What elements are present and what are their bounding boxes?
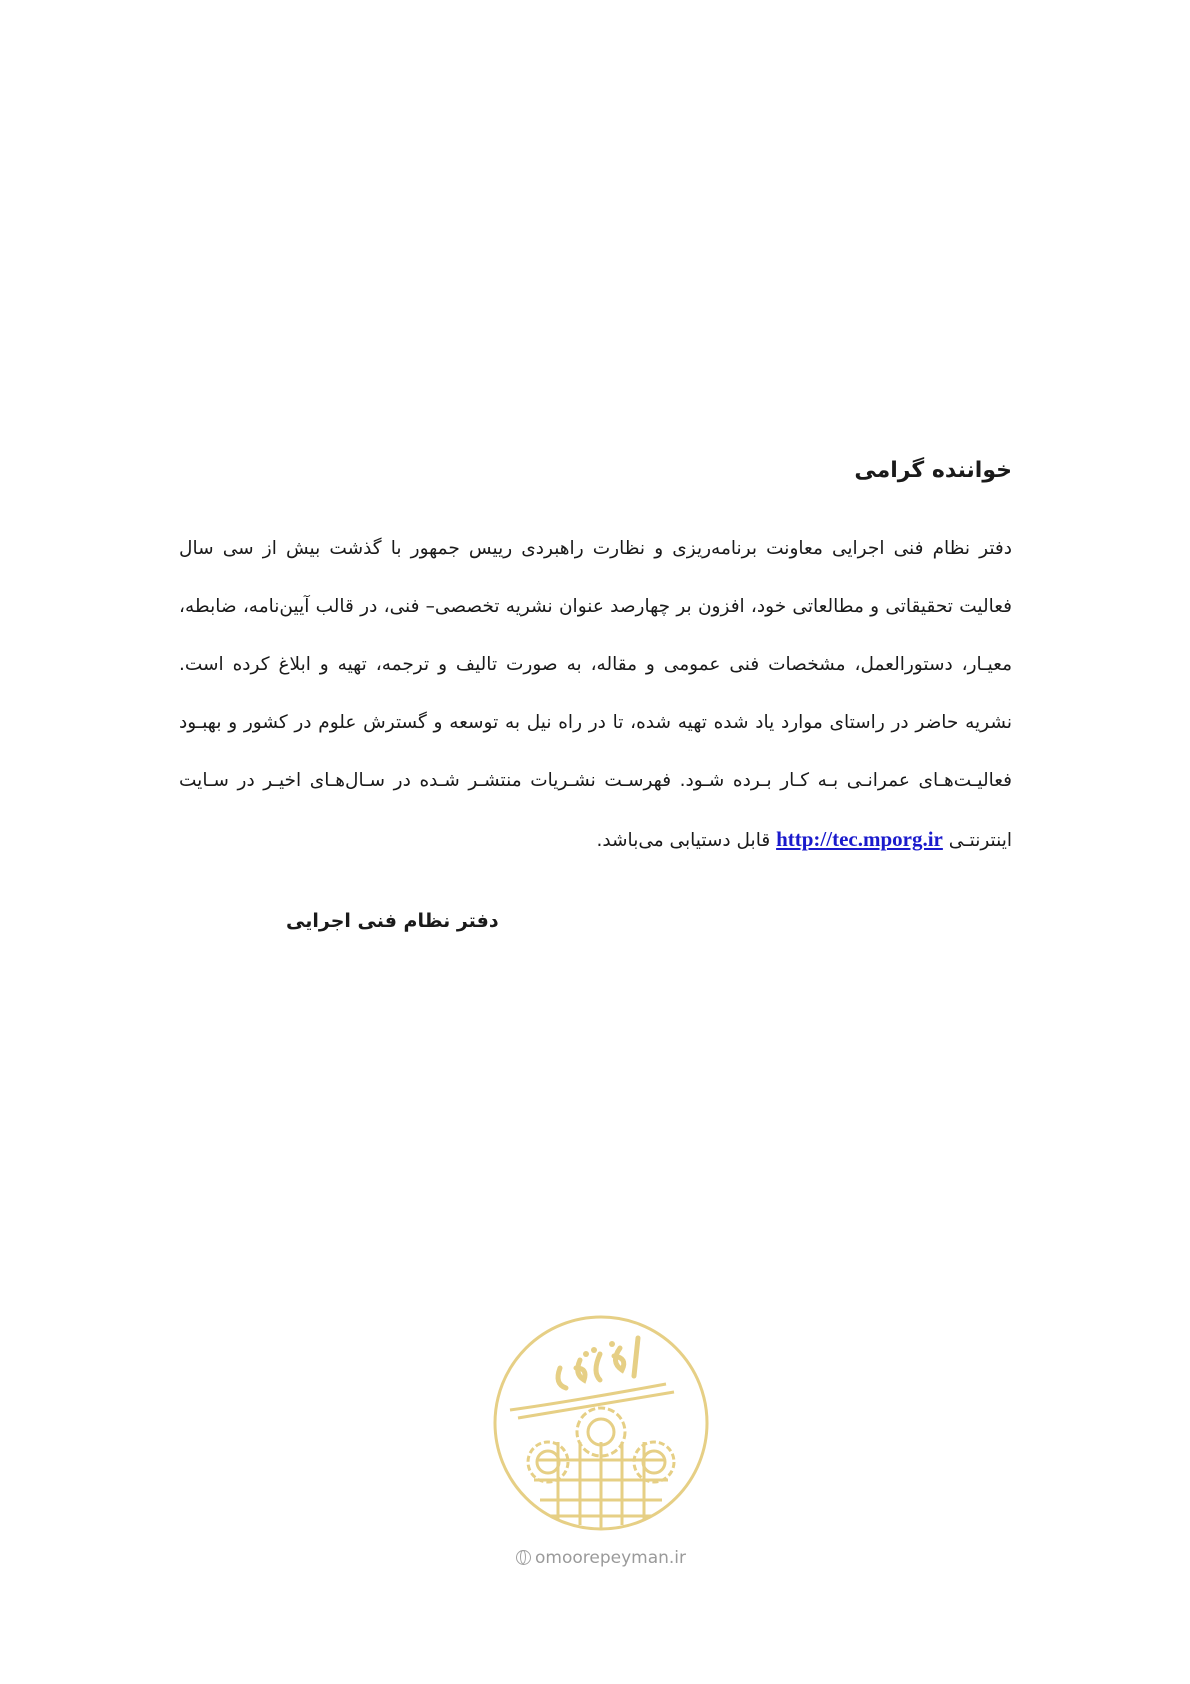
page-title: خواننده گرامی (854, 458, 1012, 483)
omoorepeyman-logo-watermark (488, 1310, 714, 1550)
body-paragraph (179, 520, 1012, 870)
signature: دفتر نظام فنی اجرایی (286, 910, 499, 932)
paragraph-tail: قابل دستیابی می‌باشد. (596, 830, 771, 851)
globe-icon (516, 1550, 531, 1565)
watermark-site-caption (488, 1548, 714, 1568)
paragraph-text: دفتر نظام فنی اجرایی معاونت برنامه‌ریزی و نظارت راهبردی رییس جمهور با گذشت بیش از سی سال فعالیت تحقیقاتی و مطالعاتی خود، افزون بر چهارصد عنوان نشریه تخصصی– فنی، در قالب آیین‌نامه، ضابطه، معیـار، دستورالعمل، مشخصات فنی عمومی و مقاله، به صورت تالیف و ترجمه، تهیه و ابلاغ کرده است. نشریه حاضر در راستای موارد یاد شده تهیه شده، تا در راه نیل به توسعه و گسترش علوم در کشور و بهبـود فعالیـت‌هـای عمرانـی بـه کـار بـرده شـود. فهرسـت نشـریات منتشـر شـده در سـال‌هـای اخیـر در سـایت اینترنتـی (179, 538, 1012, 851)
watermark-site-text: omoorepeyman.ir (534, 1548, 687, 1568)
website-link[interactable]: http://tec.mporg.ir (776, 827, 943, 851)
